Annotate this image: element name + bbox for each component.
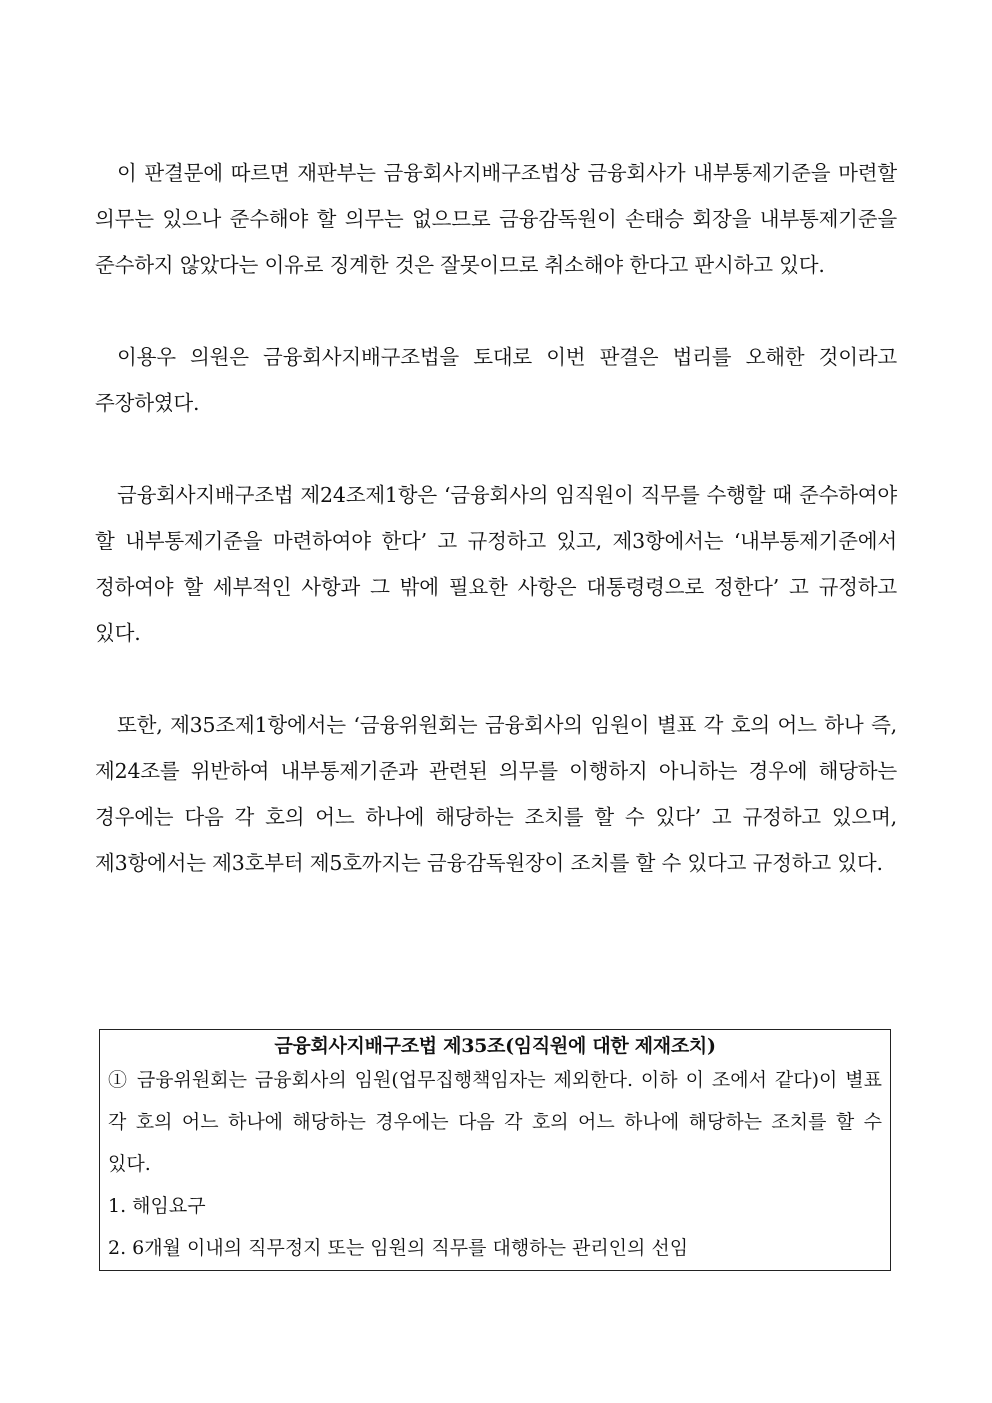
law-excerpt-title: 금융회사지배구조법 제35조(임직원에 대한 제재조치) [274,1035,716,1057]
law-excerpt-box [99,1029,891,1271]
law-excerpt-item: 2. 6개월 이내의 직무정지 또는 임원의 직무를 대행하는 관리인의 선임 [108,1237,689,1259]
law-excerpt-item: 1. 해임요구 [108,1195,206,1217]
paragraph-article-35: 또한, 제35조제1항에서는 ‘금융위원회는 금융회사의 임원이 별표 각 호의 어느 하나 즉, 제24조를 위반하여 내부통제기준과 관련된 의무를 이행하지 아니하는 경우에 해당하는 경우에는 다음 각 호의 어느 하나에 해당하는 조치를 할 수 있다’ 고 규정하고 있으며, 제3항에서는 제3호부터 제5호까지는 금융감독원장이 조치를 할 수 있다고 규정하고 있다. [95,713,897,875]
paragraph-lawmaker-claim: 이용우 의원은 금융회사지배구조법을 토대로 이번 판결은 법리를 오해한 것이라고 주장하였다. [95,345,897,415]
law-excerpt-clause: ① 금융위원회는 금융회사의 임원(업무집행책임자는 제외한다. 이하 이 조에서 같다)이 별표 각 호의 어느 하나에 해당하는 경우에는 다음 각 호의 어느 하나에 해당하는 조치를 할 수 있다. [108,1069,882,1175]
paragraph-article-24: 금융회사지배구조법 제24조제1항은 ‘금융회사의 임직원이 직무를 수행할 때 준수하여야 할 내부통제기준을 마련하여야 한다’ 고 규정하고 있고, 제3항에서는 ‘내부통제기준에서 정하여야 할 세부적인 사항과 그 밖에 필요한 사항은 대통령령으로 정한다’ 고 규정하고 있다. [95,483,897,645]
paragraph-ruling-summary: 이 판결문에 따르면 재판부는 금융회사지배구조법상 금융회사가 내부통제기준을 마련할 의무는 있으나 준수해야 할 의무는 없으므로 금융감독원이 손태승 회장을 내부통제기준을 준수하지 않았다는 이유로 징계한 것은 잘못이므로 취소해야 한다고 판시하고 있다. [95,161,897,277]
document-body [95,150,897,886]
